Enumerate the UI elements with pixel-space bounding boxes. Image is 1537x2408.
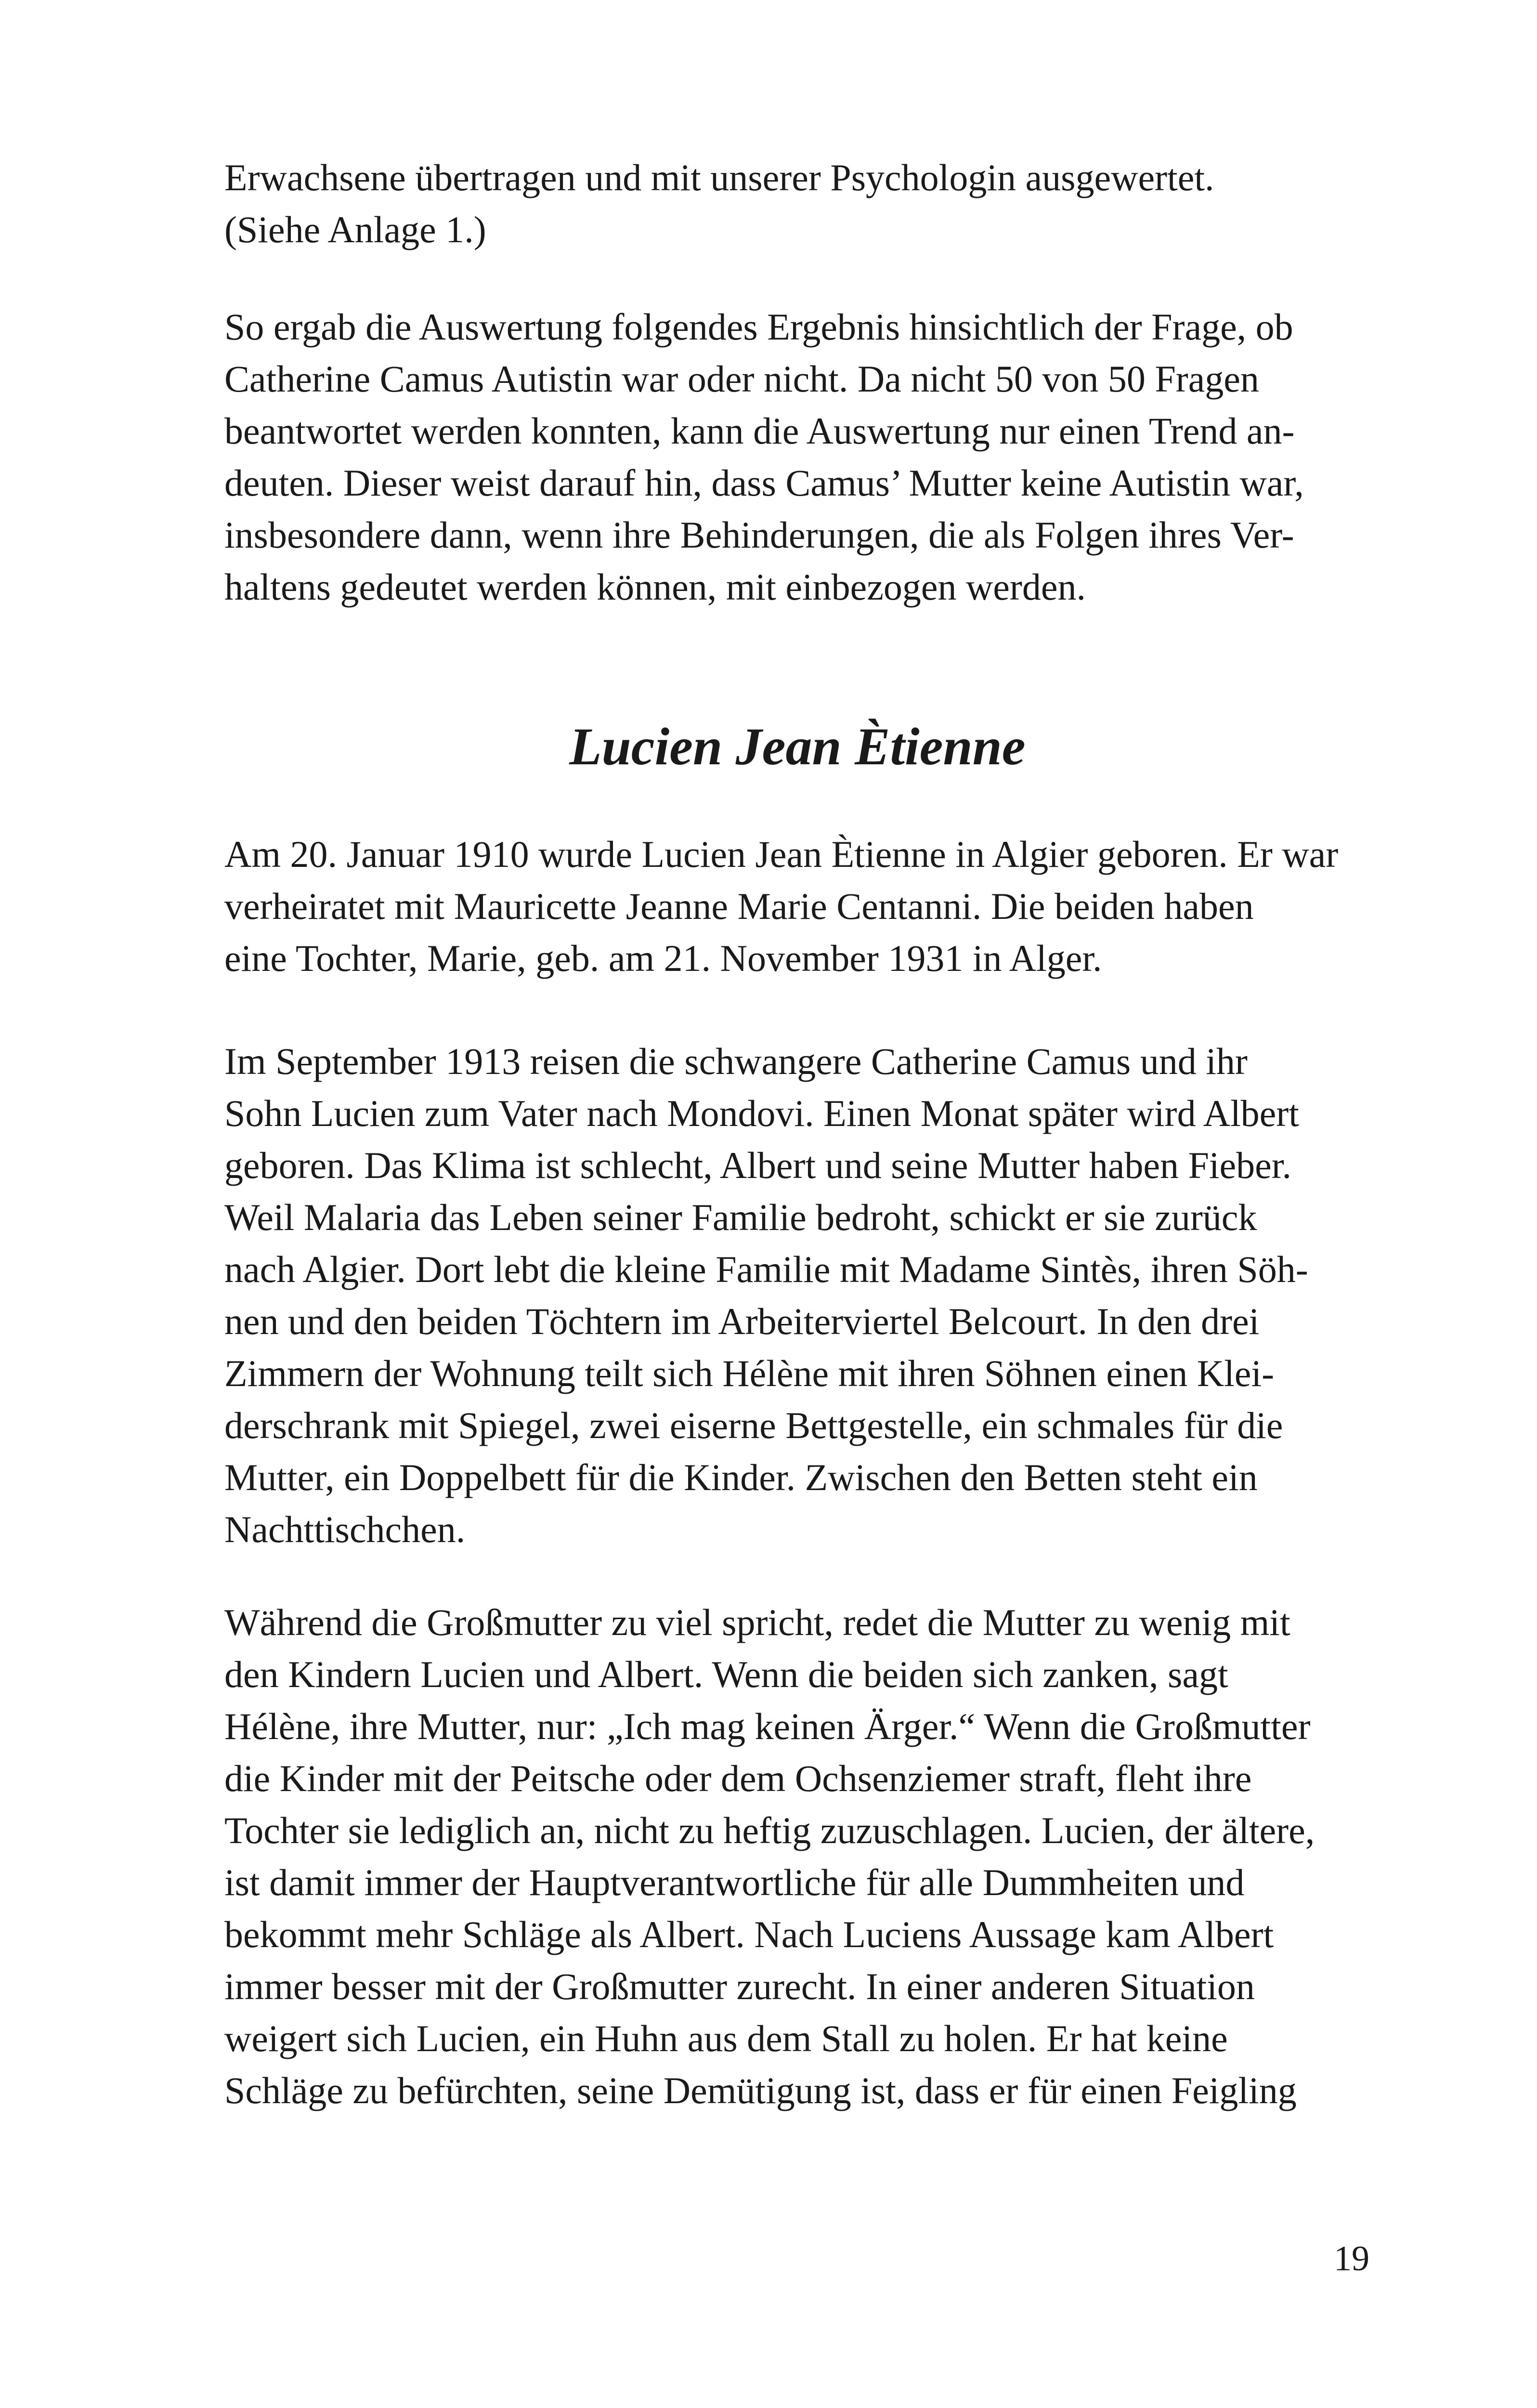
text-line: haltens gedeutet werden können, mit einbezogen werden. (224, 566, 1086, 608)
text-line: deuten. Dieser weist darauf hin, dass Camus’ Mutter keine Autistin war, (224, 462, 1304, 504)
text-line: beantwortet werden konnten, kann die Auswertung nur einen Trend an- (224, 410, 1295, 452)
text-line: nach Algier. Dort lebt die kleine Familie mit Madame Sintès, ihren Söh- (224, 1248, 1308, 1290)
text-line: Hélène, ihre Mutter, nur: „Ich mag keinen Ärger.“ Wenn die Großmutter (224, 1705, 1311, 1747)
paragraph-1 (224, 152, 1370, 256)
text-line: Erwachsene übertragen und mit unserer Psychologin ausgewertet. (224, 157, 1214, 198)
text-line: Während die Großmutter zu viel spricht, redet die Mutter zu wenig mit (224, 1601, 1290, 1643)
text-line: ist damit immer der Hauptverantwortliche für alle Dummheiten und (224, 1861, 1245, 1903)
paragraph-2 (224, 301, 1370, 613)
text-line: geboren. Das Klima ist schlecht, Albert und seine Mutter haben Fieber. (224, 1144, 1291, 1186)
text-line: Schläge zu befürchten, seine Demütigung ist, dass er für einen Feigling (224, 2069, 1297, 2111)
paragraph-3 (224, 828, 1370, 984)
text-line: verheiratet mit Mauricette Jeanne Marie Centanni. Die beiden haben (224, 885, 1254, 927)
text-line: Sohn Lucien zum Vater nach Mondovi. Einen Monat später wird Albert (224, 1092, 1299, 1134)
text-line: Catherine Camus Autistin war oder nicht. Da nicht 50 von 50 Fragen (224, 358, 1259, 400)
text-line: (Siehe Anlage 1.) (224, 209, 486, 250)
text-line: insbesondere dann, wenn ihre Behinderungen, die als Folgen ihres Ver- (224, 514, 1294, 556)
page-number: 19 (1334, 2239, 1369, 2278)
text-line: Mutter, ein Doppelbett für die Kinder. Zwischen den Betten steht ein (224, 1456, 1258, 1498)
section-heading: Lucien Jean Ètienne (569, 717, 1026, 776)
text-line: Im September 1913 reisen die schwangere Catherine Camus und ihr (224, 1040, 1248, 1082)
text-line: immer besser mit der Großmutter zurecht. In einer anderen Situation (224, 1965, 1255, 2007)
text-line: So ergab die Auswertung folgendes Ergebnis hinsichtlich der Frage, ob (224, 306, 1293, 348)
text-line: weigert sich Lucien, ein Huhn aus dem Stall zu holen. Er hat keine (224, 2017, 1228, 2059)
text-line: Am 20. Januar 1910 wurde Lucien Jean Ètienne in Algier geboren. Er war (224, 833, 1339, 875)
text-line: Nachttischchen. (224, 1508, 466, 1550)
text-line: derschrank mit Spiegel, zwei eiserne Bettgestelle, ein schmales für die (224, 1404, 1283, 1446)
text-line: Tochter sie lediglich an, nicht zu heftig zuzuschlagen. Lucien, der ältere, (224, 1809, 1315, 1851)
paragraph-4 (224, 1035, 1370, 1556)
text-line: bekommt mehr Schläge als Albert. Nach Luciens Aussage kam Albert (224, 1913, 1274, 1955)
text-line: die Kinder mit der Peitsche oder dem Ochsenziemer straft, fleht ihre (224, 1757, 1252, 1799)
text-line: Zimmern der Wohnung teilt sich Hélène mit ihren Söhnen einen Klei- (224, 1352, 1275, 1394)
paragraph-5 (224, 1597, 1370, 2117)
text-line: eine Tochter, Marie, geb. am 21. November 1931 in Alger. (224, 937, 1102, 979)
text-line: den Kindern Lucien und Albert. Wenn die beiden sich zanken, sagt (224, 1653, 1228, 1695)
text-line: nen und den beiden Töchtern im Arbeiterviertel Belcourt. In den drei (224, 1300, 1260, 1342)
text-line: Weil Malaria das Leben seiner Familie bedroht, schickt er sie zurück (224, 1196, 1257, 1238)
